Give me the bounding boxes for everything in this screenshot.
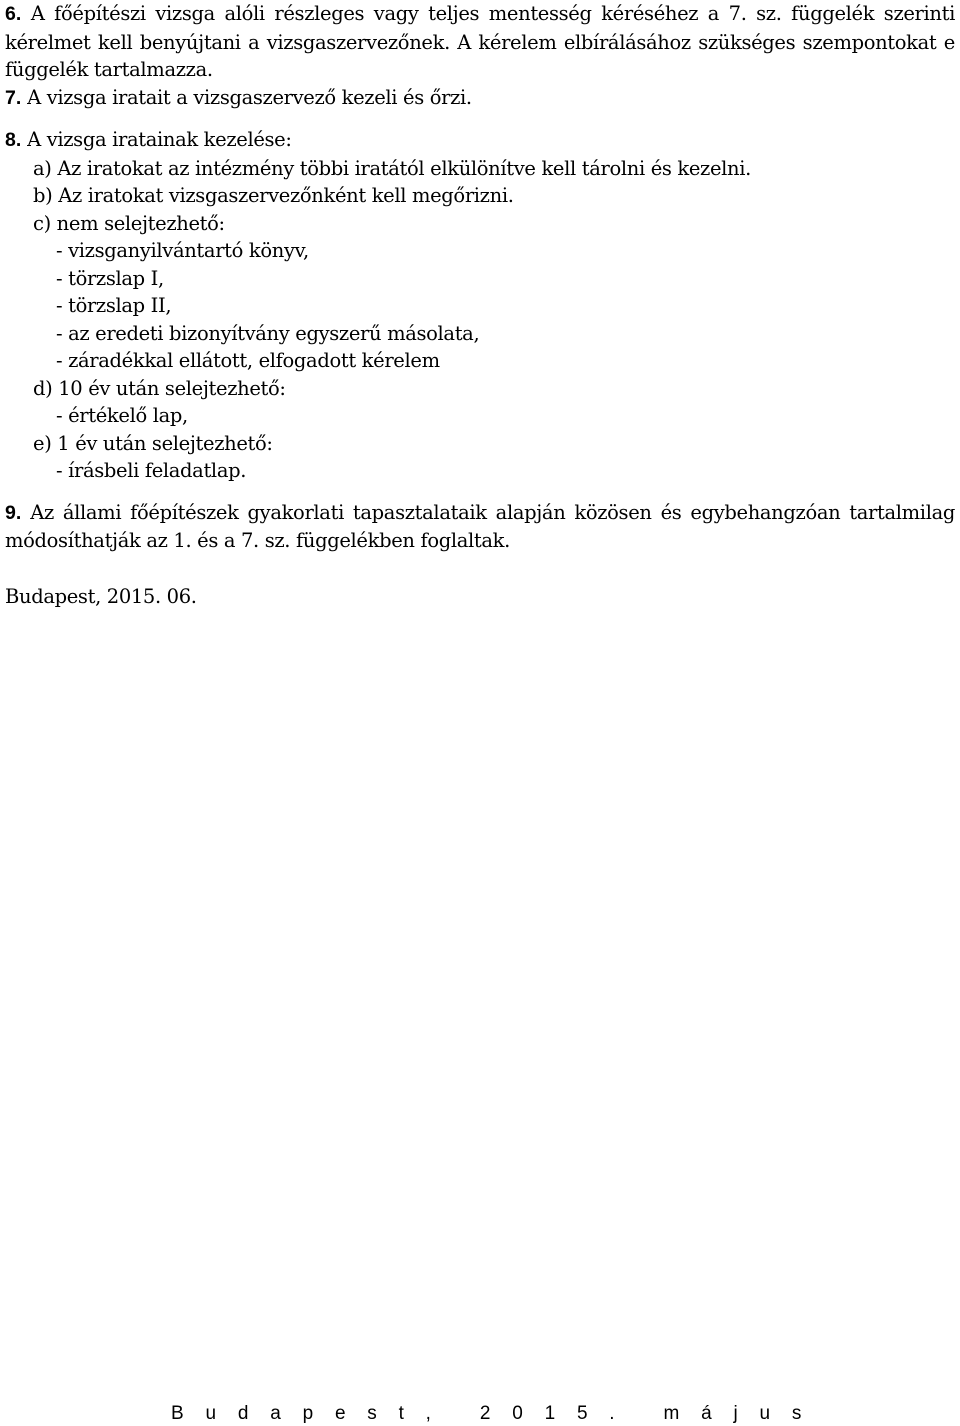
paragraph-6-text: A főépítészi vizsga alóli részleges vagy teljes mentesség kéréséhez a 7. sz. függelék szerinti kérelmet kell benyújtani a vizsgaszervezőnek. A kérelem elbírálásához szükséges szempontokat e függelék tartalmazza. (5, 2, 955, 81)
item-number-7: 7. (5, 86, 22, 109)
list-item: - vizsganyilvántartó könyv, (56, 239, 309, 262)
subitem-e-heading: e) 1 év után selejtezhető: (33, 431, 273, 455)
subitem-c-heading: c) nem selejtezhető: (33, 211, 225, 235)
subitem-a: a) Az iratokat az intézmény többi iratától elkülönítve kell tárolni és kezelni. (33, 156, 751, 180)
paragraph-7 (5, 84, 955, 113)
item-number-9: 9. (5, 501, 22, 524)
subitem-b: b) Az iratokat vizsgaszervezőnként kell megőrizni. (33, 184, 514, 207)
spacer (5, 555, 955, 583)
list-item: - törzslap I, (56, 266, 164, 290)
spacer (5, 112, 955, 126)
item-number-6: 6. (5, 3, 22, 25)
document-page (5, 0, 955, 610)
paragraph-9-text: Az állami főépítészek gyakorlati tapasztalataik alapján közösen és egybehangzóan tartalmilag módosíthatják az 1. és a 7. sz. függelékben foglaltak. (5, 500, 955, 552)
page-footer: Budapest, 2015. május (171, 1403, 824, 1424)
paragraph-8-intro: A vizsga iratainak kezelése: (27, 128, 292, 151)
item-number-8: 8. (5, 129, 22, 151)
paragraph-7-text: A vizsga iratait a vizsgaszervező kezeli és őrzi. (27, 85, 472, 109)
list-item: - záradékkal ellátott, elfogadott kérelem (56, 349, 440, 372)
list-item: - az eredeti bizonyítvány egyszerű másolata, (56, 321, 480, 345)
list-item: - írásbeli feladatlap. (56, 459, 247, 482)
list-item: - értékelő lap, (56, 404, 188, 427)
list-item: - törzslap II, (56, 294, 172, 317)
paragraph-6 (5, 0, 955, 84)
paragraph-9 (5, 499, 955, 555)
subitem-d-heading: d) 10 év után selejtezhető: (33, 376, 286, 400)
place-date: Budapest, 2015. 06. (5, 584, 197, 608)
spacer (5, 485, 955, 499)
paragraph-8 (5, 126, 955, 155)
